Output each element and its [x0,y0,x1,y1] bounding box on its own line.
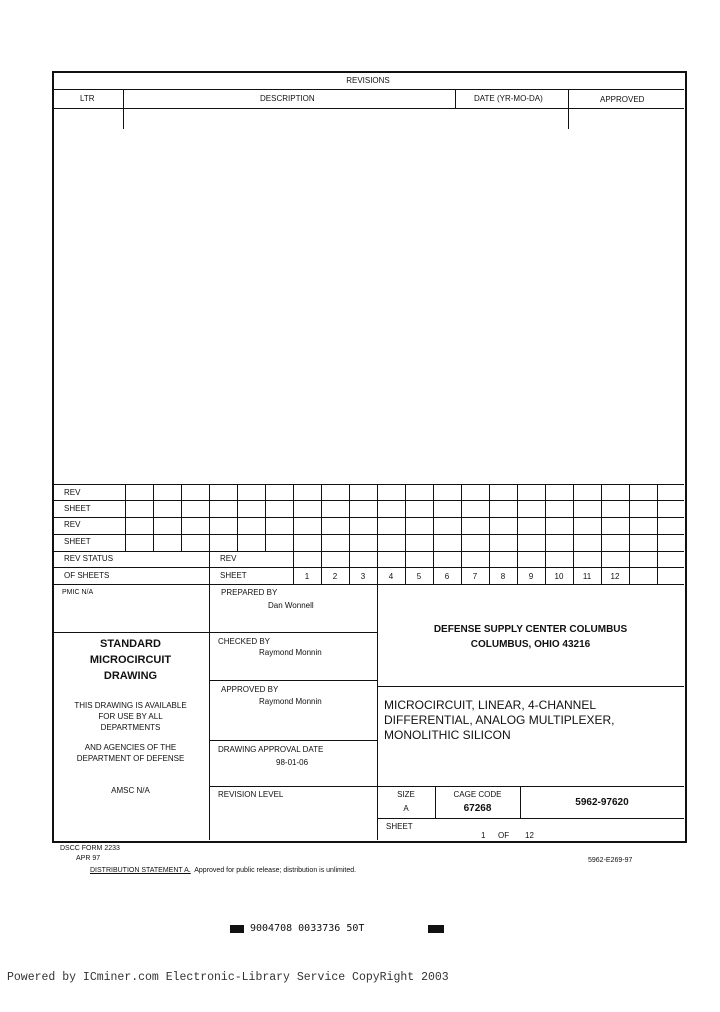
grid-label-rev: REV [64,520,81,529]
rev-label: REV [220,554,237,563]
col-description: DESCRIPTION [260,94,315,103]
grid-label-sheet: SHEET [64,504,91,513]
sheet-number: 11 [582,572,592,581]
grid-line [237,484,238,551]
col-date: DATE (YR-MO-DA) [474,94,543,103]
cage-value: 67268 [463,803,492,814]
barcode-text: 9004708 0033736 50T [250,923,365,934]
grid-line [545,484,546,551]
organization [377,622,684,652]
sheet-total: 12 [525,831,534,840]
form-number: DSCC FORM 2233 [60,845,120,852]
divider [209,786,684,787]
org-line: DEFENSE SUPPLY CENTER COLUMBUS [433,624,628,635]
grid-line [265,484,266,551]
powered-by: Powered by ICminer.com Electronic-Library Service CopyRight 2003 [7,971,449,984]
col-ltr: LTR [80,94,95,103]
grid-line [489,484,490,551]
grid-line [52,500,684,501]
sheet-number: 8 [500,572,506,581]
sheet-number: 3 [360,572,366,581]
grid-line [629,551,630,584]
divider [568,89,569,129]
grid-line [52,484,684,485]
sheet-label: SHEET [220,571,247,580]
divider [377,818,684,819]
prepared-name: Dan Wonnell [268,601,314,610]
note-line: AND AGENCIES OF THE [84,743,177,752]
divider [52,89,684,90]
note-line: THIS DRAWING IS AVAILABLE [74,701,187,710]
sheet-number: 12 [610,572,620,581]
approved-label: APPROVED BY [221,685,279,694]
distribution-text: Approved for public release; distribution is unlimited. [194,867,357,874]
grid-line [209,484,210,551]
title-line: MONOLITHIC SILICON [384,728,511,742]
agencies-note [52,742,209,764]
grid-label-rev: REV [64,488,81,497]
checked-label: CHECKED BY [218,637,271,646]
sheet-number: 1 [304,572,310,581]
revision-level-label: REVISION LEVEL [218,790,284,799]
drawing-title [384,698,615,743]
sheet-number: 9 [528,572,534,581]
grid-line [125,484,126,551]
org-line: COLUMBUS, OHIO 43216 [470,639,591,650]
grid-line [293,484,294,551]
grid-line [377,484,378,551]
drawing-number: 5962-97620 [575,797,629,808]
note-line: DEPARTMENTS [100,723,161,732]
grid-line [209,567,684,568]
divider [455,89,456,108]
title-line: STANDARD [100,638,161,650]
of-label: OF [498,831,510,840]
grid-line [657,551,658,584]
sheet-number: 4 [388,572,394,581]
divider [52,108,684,109]
grid-line [52,534,684,535]
sheet-number: 6 [444,572,450,581]
distribution-statement [90,867,356,874]
grid-line [629,484,630,551]
divider [52,584,684,585]
title-line: DRAWING [103,670,158,682]
size-label: SIZE [397,790,415,799]
grid-line [517,484,518,551]
availability-note [52,700,209,733]
sheet-number: 5 [416,572,422,581]
prepared-label: PREPARED BY [221,588,278,597]
title-line: MICROCIRCUIT [89,654,172,666]
grid-label-sheet: SHEET [64,537,91,546]
size-value: A [403,804,409,813]
sheet-number: 7 [472,572,478,581]
form-date: APR 97 [76,855,101,862]
grid-line [405,484,406,551]
amsc: AMSC N/A [111,786,150,795]
divider [52,632,377,633]
rev-status-label: REV STATUS [64,554,114,563]
checked-name: Raymond Monnin [259,648,322,657]
sheet-number: 1 [481,831,486,840]
col-approved: APPROVED [600,95,645,104]
note-line: DEPARTMENT OF DEFENSE [76,754,185,763]
sheet-number: 2 [332,572,338,581]
distribution-label: DISTRIBUTION STATEMENT A. [90,867,191,874]
cage-label: CAGE CODE [453,790,502,799]
revisions-title: REVISIONS [346,76,390,85]
approved-name: Raymond Monnin [259,697,322,706]
standard-microcircuit-drawing [52,636,209,684]
grid-line [181,484,182,551]
divider [209,584,210,840]
grid-line [601,484,602,551]
grid-line [657,484,658,551]
note-line: FOR USE BY ALL [98,712,163,721]
pmic: PMIC N/A [62,589,94,596]
grid-line [461,484,462,551]
sheet-label: SHEET [386,822,413,831]
grid-line [321,484,322,551]
of-sheets-label: OF SHEETS [64,571,110,580]
barcode-block [230,925,244,933]
grid-line [573,484,574,551]
grid-line [349,484,350,551]
grid-line [153,484,154,551]
divider [209,680,377,681]
title-line: DIFFERENTIAL, ANALOG MULTIPLEXER, [384,713,615,727]
title-line: MICROCIRCUIT, LINEAR, 4-CHANNEL [384,698,597,712]
grid-line [52,551,684,552]
divider [209,740,377,741]
date-label: DRAWING APPROVAL DATE [218,745,324,754]
sheet-number: 10 [554,572,564,581]
divider [123,89,124,129]
grid-line [52,517,684,518]
barcode-block [428,925,444,933]
date-value: 98-01-06 [276,758,309,767]
grid-line [433,484,434,551]
divider [377,686,684,687]
document-id: 5962-E269-97 [588,857,633,864]
